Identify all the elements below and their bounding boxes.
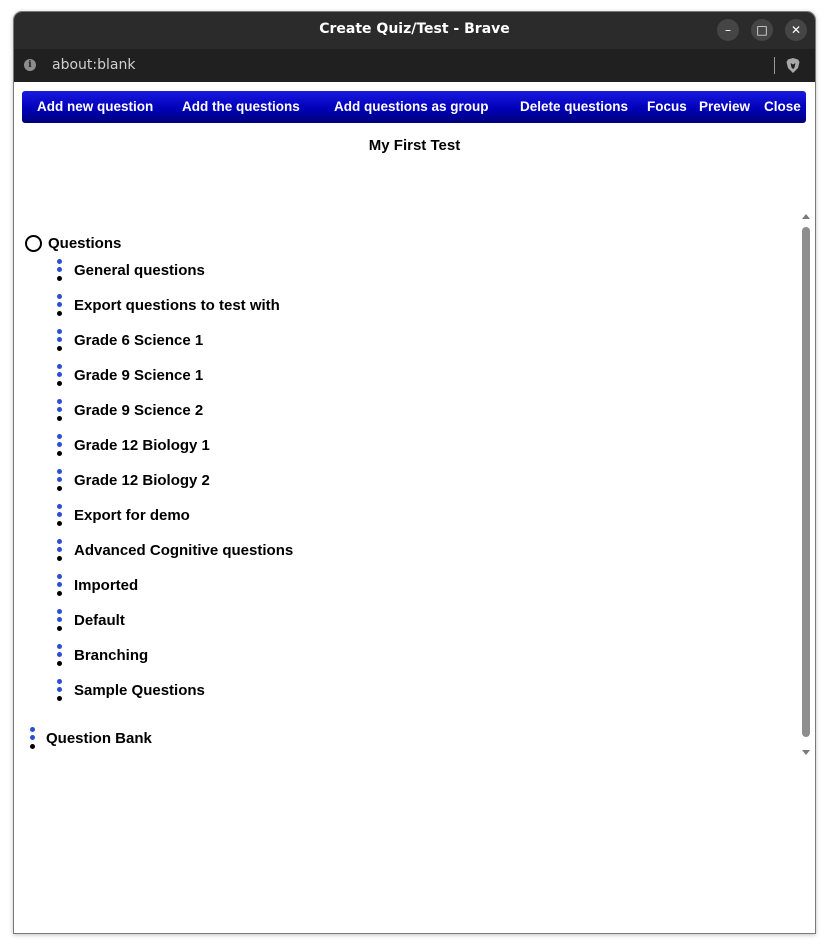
group-drag-handle-icon[interactable] [57, 644, 63, 668]
focus-button[interactable]: Focus [647, 99, 687, 114]
maximize-icon: □ [756, 23, 768, 37]
tree-question-bank[interactable]: Question Bank [46, 730, 152, 747]
group-drag-handle-icon[interactable] [57, 399, 63, 423]
tree-scrollbar[interactable] [800, 210, 814, 760]
close-window-button[interactable] [785, 19, 807, 41]
group-drag-handle-icon[interactable] [57, 294, 63, 318]
tree-group-item[interactable]: Export for demo [74, 507, 190, 524]
group-drag-handle-icon[interactable] [57, 329, 63, 353]
tree-group-item[interactable]: Imported [74, 577, 139, 594]
tree-group-item[interactable]: Advanced Cognitive questions [74, 542, 294, 559]
test-title: My First Test [368, 137, 461, 154]
close-icon: ✕ [790, 23, 802, 37]
add-questions-as-group-button[interactable]: Add questions as group [334, 99, 489, 114]
minimize-button[interactable] [717, 19, 739, 41]
tree-group-item[interactable]: Export questions to test with [74, 297, 280, 314]
address-divider [774, 57, 775, 74]
delete-questions-button[interactable]: Delete questions [520, 99, 629, 114]
address-bar [14, 49, 815, 82]
tree-group-item[interactable]: General questions [74, 262, 205, 279]
address-url[interactable]: about:blank [52, 57, 136, 73]
tree-root-questions[interactable]: Questions [48, 235, 122, 252]
tree-group-item[interactable]: Grade 9 Science 2 [74, 402, 204, 419]
tree-group-item[interactable]: Branching [74, 647, 149, 664]
maximize-button[interactable] [751, 19, 773, 41]
group-drag-handle-icon[interactable] [57, 259, 63, 283]
group-drag-handle-icon[interactable] [57, 679, 63, 703]
group-drag-handle-icon[interactable] [57, 539, 63, 563]
scroll-down-arrow-icon[interactable] [802, 750, 810, 755]
add-new-question-button[interactable]: Add new question [37, 99, 154, 114]
add-the-questions-button[interactable]: Add the questions [182, 99, 300, 114]
window-title: Create Quiz/Test - Brave [319, 21, 510, 37]
group-drag-handle-icon[interactable] [57, 609, 63, 633]
browser-window [13, 11, 816, 934]
tree-group-item[interactable]: Sample Questions [74, 682, 205, 699]
tree-group-item[interactable]: Grade 6 Science 1 [74, 332, 204, 349]
action-toolbar [22, 91, 806, 123]
minimize-icon: – [725, 23, 731, 37]
tree-group-item[interactable]: Grade 12 Biology 2 [74, 472, 210, 489]
questions-root-circle-icon[interactable] [25, 235, 42, 252]
group-drag-handle-icon[interactable] [57, 364, 63, 388]
group-drag-handle-icon[interactable] [57, 574, 63, 598]
info-icon[interactable]: i [24, 59, 36, 71]
tree-group-item[interactable]: Grade 9 Science 1 [74, 367, 204, 384]
title-bar [14, 12, 815, 49]
brave-shield-icon[interactable] [785, 57, 801, 74]
group-drag-handle-icon[interactable] [57, 434, 63, 458]
preview-button[interactable]: Preview [699, 99, 751, 114]
tree-group-item[interactable]: Default [74, 612, 125, 629]
group-drag-handle-icon[interactable] [57, 469, 63, 493]
scroll-up-arrow-icon[interactable] [802, 214, 810, 219]
close-button[interactable]: Close [764, 99, 801, 114]
scroll-thumb[interactable] [802, 227, 810, 737]
question-bank-drag-handle-icon[interactable] [30, 727, 36, 751]
group-drag-handle-icon[interactable] [57, 504, 63, 528]
tree-group-item[interactable]: Grade 12 Biology 1 [74, 437, 210, 454]
